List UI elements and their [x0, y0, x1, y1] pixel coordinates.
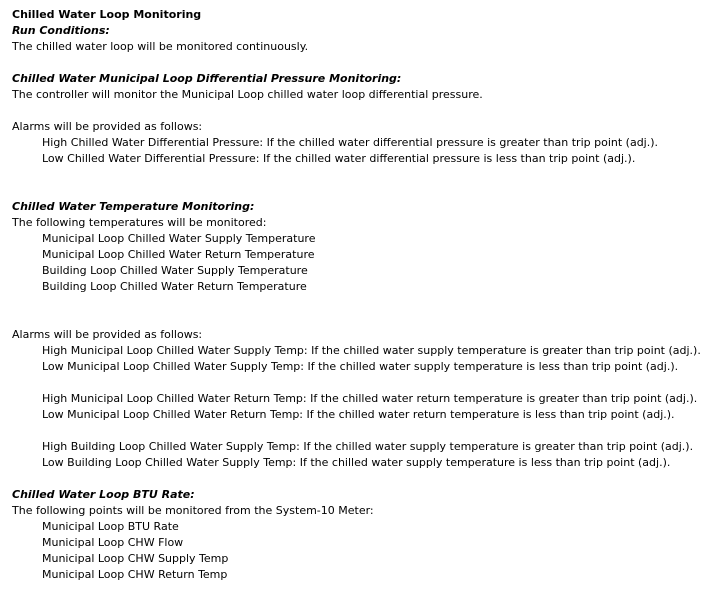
btu-intro: The following points will be monitored from the System-10 Meter: [12, 504, 374, 517]
btu-point: Municipal Loop CHW Return Temp [42, 568, 228, 581]
spacer [12, 375, 700, 391]
spacer [12, 55, 700, 71]
spacer [12, 183, 700, 199]
spacer [12, 295, 700, 311]
temperature-alarm: Low Municipal Loop Chilled Water Return Temp: If the chilled water return temperature is less than trip point (adj.). [42, 408, 675, 421]
diff-pressure-heading: Chilled Water Municipal Loop Differential Pressure Monitoring: [12, 72, 402, 85]
temperature-alarms-intro: Alarms will be provided as follows: [12, 328, 203, 341]
run-conditions-heading: Run Conditions: [12, 24, 110, 37]
diff-pressure-alarms-intro: Alarms will be provided as follows: [12, 120, 203, 133]
btu-heading: Chilled Water Loop BTU Rate: [12, 488, 195, 501]
diff-pressure-text: The controller will monitor the Municipal Loop chilled water loop differential pressure. [12, 88, 483, 101]
temperature-alarm: Low Building Loop Chilled Water Supply Temp: If the chilled water supply temperature is less than trip point (adj.). [42, 456, 671, 469]
temperature-point: Municipal Loop Chilled Water Supply Temperature [42, 232, 316, 245]
document [12, 7, 700, 583]
spacer [12, 103, 700, 119]
run-conditions-text: The chilled water loop will be monitored continuously. [12, 40, 309, 53]
temperature-alarm: High Municipal Loop Chilled Water Supply Temp: If the chilled water supply temperature is greater than trip point (adj.). [42, 344, 701, 357]
temperature-alarm: High Building Loop Chilled Water Supply Temp: If the chilled water supply temperature is greater than trip point (adj.). [42, 440, 694, 453]
temperature-point: Municipal Loop Chilled Water Return Temperature [42, 248, 315, 261]
spacer [12, 423, 700, 439]
btu-point: Municipal Loop BTU Rate [42, 520, 179, 533]
btu-point: Municipal Loop CHW Flow [42, 536, 184, 549]
temperature-alarm: High Municipal Loop Chilled Water Return Temp: If the chilled water return temperature is greater than trip point (adj.). [42, 392, 698, 405]
btu-point: Municipal Loop CHW Supply Temp [42, 552, 229, 565]
diff-pressure-alarm-high: High Chilled Water Differential Pressure: If the chilled water differential pressure is greater than trip point (adj.). [42, 136, 659, 149]
spacer [12, 167, 700, 183]
spacer [12, 311, 700, 327]
temperature-point: Building Loop Chilled Water Supply Temperature [42, 264, 308, 277]
temperature-intro: The following temperatures will be monitored: [12, 216, 267, 229]
document-title: Chilled Water Loop Monitoring [12, 8, 202, 21]
temperature-alarm: Low Municipal Loop Chilled Water Supply Temp: If the chilled water supply temperature is less than trip point (adj.). [42, 360, 679, 373]
temperature-heading: Chilled Water Temperature Monitoring: [12, 200, 255, 213]
temperature-point: Building Loop Chilled Water Return Temperature [42, 280, 307, 293]
diff-pressure-alarm-low: Low Chilled Water Differential Pressure: If the chilled water differential pressure is less than trip point (adj.). [42, 152, 636, 165]
spacer [12, 471, 700, 487]
